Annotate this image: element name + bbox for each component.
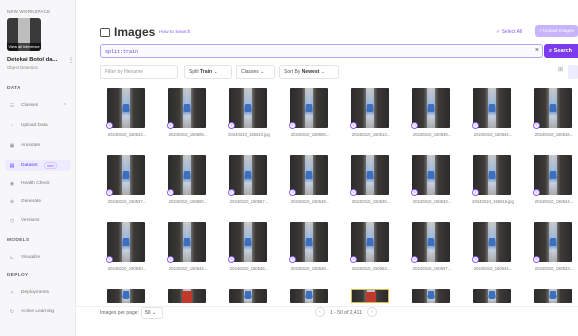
image-thumbnail[interactable] [290, 222, 328, 262]
image-thumbnail[interactable] [534, 155, 572, 195]
split-dropdown[interactable]: Split Train ⌄ [184, 65, 232, 79]
active-learning-icon: ↻ [9, 308, 15, 315]
sidebar-item-label: Classes [21, 103, 39, 108]
image-thumbnail[interactable] [412, 155, 450, 195]
upload-icon: ↑ [10, 122, 14, 129]
image-filename: 20240310_150530... [107, 266, 147, 271]
image-filename: 20240310_150513... [351, 132, 391, 137]
image-thumbnail[interactable] [229, 289, 267, 303]
list-view-toggle[interactable] [568, 65, 578, 79]
sidebar-item-upload[interactable] [5, 120, 71, 131]
sidebar-item-label: Upload Data [21, 123, 48, 128]
image-thumbnail[interactable] [168, 289, 206, 303]
image-filename: 20240310_150557... [229, 199, 269, 204]
image-filename: 20240310_150605... [168, 132, 208, 137]
sidebar-item-visualize[interactable] [5, 252, 71, 263]
image-thumbnail[interactable] [229, 222, 267, 262]
thumbnail-caption: View all inference [8, 44, 40, 49]
annotate-icon: ▣ [9, 142, 15, 149]
deploy-icon: ✧ [9, 289, 15, 296]
annotation-icon: ◎ [351, 123, 356, 127]
image-thumbnail[interactable] [351, 155, 389, 195]
annotation-icon: ◎ [107, 257, 112, 261]
more-icon[interactable]: ⋮ [68, 58, 74, 64]
annotation-icon: ◎ [168, 190, 173, 194]
health-icon: ◉ [9, 180, 15, 187]
upload-images-button[interactable]: + Upload Images [535, 25, 578, 37]
image-filename: 20240310_150530... [351, 199, 391, 204]
image-thumbnail[interactable] [168, 155, 206, 195]
section-deploy: DEPLOY [7, 273, 29, 278]
annotation-icon: ◎ [412, 190, 417, 194]
image-filename: 20240310_150533... [412, 199, 452, 204]
workspace-label: NEW WORKSPACE [7, 9, 51, 14]
classes-icon: ☷ [9, 102, 15, 109]
project-type: Object Detection [7, 65, 38, 70]
sidebar-item-label: Versions [21, 218, 40, 223]
select-all-button[interactable]: ✓ Select All [496, 29, 523, 35]
image-filename: 20240310_150533... [534, 266, 574, 271]
image-thumbnail[interactable] [534, 222, 572, 262]
image-thumbnail[interactable] [473, 222, 511, 262]
annotation-icon: ◎ [351, 257, 356, 261]
image-filename: 20240310_150615.jpg [472, 199, 514, 204]
annotation-icon: ◎ [473, 123, 478, 127]
image-filename: 20240310_150544... [473, 266, 513, 271]
image-thumbnail[interactable] [534, 289, 572, 303]
annotation-icon: ◎ [412, 123, 417, 127]
image-filename: 20240310_150553... [351, 266, 391, 271]
prev-page-button[interactable]: ‹ [315, 307, 325, 317]
images-icon [100, 28, 110, 37]
sidebar-item-label: Health Check [21, 181, 50, 186]
close-icon[interactable]: × [534, 47, 539, 54]
image-filename: 20240310_150546... [412, 132, 452, 137]
image-thumbnail[interactable] [351, 289, 389, 303]
next-page-button[interactable]: › [367, 307, 377, 317]
image-thumbnail[interactable] [473, 88, 511, 128]
grid-view-icon[interactable]: ⊞ [558, 67, 564, 73]
per-page-select[interactable]: 50 ⌄ [141, 307, 163, 319]
sidebar-item-label: Visualize [21, 255, 41, 260]
pagination-range: 1 - 50 of 2,411 [330, 310, 362, 316]
page-title: Images [114, 25, 156, 39]
image-filename: 20240310_150537... [107, 199, 147, 204]
project-thumbnail[interactable] [7, 18, 41, 51]
annotation-icon: ◎ [229, 257, 234, 261]
filename-filter-input[interactable]: Filter by filename [100, 65, 178, 79]
image-thumbnail[interactable] [290, 88, 328, 128]
image-thumbnail[interactable] [351, 222, 389, 262]
sidebar-item-deployments[interactable] [5, 287, 71, 298]
per-page-label: Images per page: [100, 310, 139, 316]
generate-icon: ⊕ [9, 198, 15, 205]
section-data: DATA [7, 86, 21, 91]
sidebar-item-dataset[interactable] [5, 160, 71, 171]
sidebar-item-label: Dataset [21, 163, 38, 168]
section-models: MODELS [7, 238, 30, 243]
sidebar-item-label: Active Learning [21, 309, 55, 314]
image-thumbnail[interactable] [107, 88, 145, 128]
image-thumbnail[interactable] [107, 222, 145, 262]
image-filename: 20240310_150544... [168, 266, 208, 271]
classes-dropdown[interactable]: Classes ⌄ [236, 65, 275, 79]
image-thumbnail[interactable] [412, 289, 450, 303]
search-input[interactable] [100, 44, 543, 58]
annotation-icon: ◎ [473, 190, 478, 194]
image-filename: 20240310_150616... [534, 132, 574, 137]
sidebar-item-classes[interactable] [5, 100, 71, 111]
sidebar-item-versions[interactable] [5, 215, 71, 226]
image-thumbnail[interactable] [412, 88, 450, 128]
image-thumbnail[interactable] [168, 222, 206, 262]
image-filename: 20240310_150544... [107, 132, 147, 137]
annotation-icon: ◎ [290, 123, 295, 127]
image-thumbnail[interactable] [168, 88, 206, 128]
image-filename: 20240310_150536... [229, 266, 269, 271]
image-filename: 20240310_150549... [290, 199, 330, 204]
search-query: split:train [105, 48, 139, 55]
sidebar-item-label: Annotate [21, 143, 41, 148]
sidebar-item-label: Generate [21, 199, 42, 204]
visualize-icon: ⊾ [9, 254, 15, 261]
image-thumbnail[interactable] [290, 289, 328, 303]
image-filename: 20240310_150606... [290, 132, 330, 137]
sidebar [0, 0, 76, 336]
sidebar-item-generate[interactable] [5, 196, 71, 207]
sort-dropdown[interactable]: Sort By Newest ⌄ [279, 65, 339, 79]
image-filename: 20240310_150544... [534, 199, 574, 204]
annotation-icon: ◎ [534, 257, 539, 261]
image-thumbnail[interactable] [534, 88, 572, 128]
image-filename: 20240310_150544... [473, 132, 513, 137]
sidebar-item-annotate[interactable] [5, 140, 71, 151]
versions-icon: ◷ [9, 217, 15, 224]
image-thumbnail[interactable] [412, 222, 450, 262]
annotation-icon: ◎ [168, 257, 173, 261]
sidebar-item-health-check[interactable] [5, 178, 71, 189]
annotation-icon: ◎ [107, 190, 112, 194]
annotation-icon: ◎ [534, 123, 539, 127]
image-filename: 20240310_150500... [168, 199, 208, 204]
annotation-icon: ◎ [290, 190, 295, 194]
chevron-icon: ⌃ [62, 102, 67, 109]
dataset-icon: ▤ [9, 162, 15, 169]
image-thumbnail[interactable] [229, 155, 267, 195]
image-thumbnail[interactable] [229, 88, 267, 128]
annotation-icon: ◎ [229, 190, 234, 194]
annotation-icon: ◎ [534, 190, 539, 194]
annotation-icon: ◎ [351, 190, 356, 194]
image-filename: 20240310_150610.jpg [228, 132, 270, 137]
image-thumbnail[interactable] [351, 88, 389, 128]
image-thumbnail[interactable] [290, 155, 328, 195]
image-thumbnail[interactable] [107, 289, 145, 303]
search-button[interactable]: ⌕ Search [544, 44, 578, 58]
image-filename: 20240310_150548... [290, 266, 330, 271]
annotation-icon: ◎ [107, 123, 112, 127]
annotation-icon: ◎ [473, 257, 478, 261]
annotation-icon: ◎ [412, 257, 417, 261]
how-to-search-link[interactable]: How to Search [159, 30, 191, 35]
sidebar-item-active-learning[interactable] [5, 306, 71, 317]
annotation-icon: ◎ [168, 123, 173, 127]
annotation-icon: ◎ [290, 257, 295, 261]
image-thumbnail[interactable] [107, 155, 145, 195]
annotation-icon: ◎ [229, 123, 234, 127]
image-filename: 20240310_150537... [412, 266, 452, 271]
image-thumbnail[interactable] [473, 155, 511, 195]
project-name[interactable]: Detekai Botol da... [7, 57, 58, 63]
new-badge: new [44, 162, 58, 169]
image-thumbnail[interactable] [473, 289, 511, 303]
sidebar-item-label: Deployments [21, 290, 49, 295]
